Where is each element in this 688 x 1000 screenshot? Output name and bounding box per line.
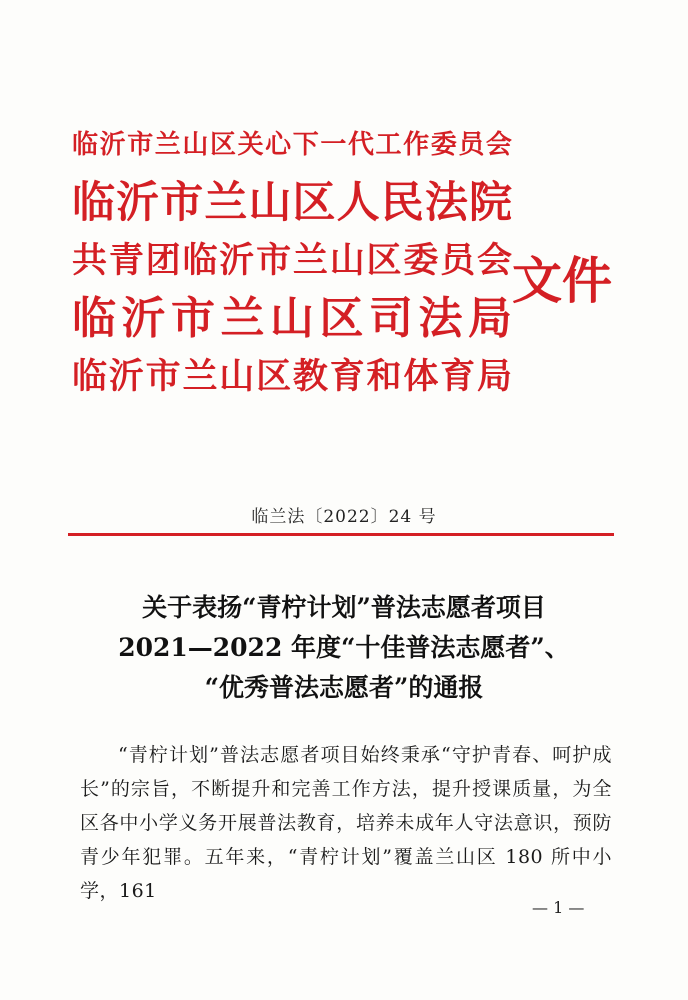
issuing-organizations xyxy=(72,116,512,406)
org-line-1: 临 沂 市 兰 山 区 关 心 下 一 代 工 作 委 员 会 xyxy=(72,130,512,160)
document-number: 临兰法〔2022〕24 号 xyxy=(251,507,437,527)
title-line-1: 关于表扬“青柠计划”普法志愿者项目 xyxy=(142,593,546,622)
title-line-3: “优秀普法志愿者”的通报 xyxy=(204,673,484,702)
document-suffix: 文件 xyxy=(512,251,612,310)
org-line-3: 共 青 团 临 沂 市 兰 山 区 委 员 会 xyxy=(72,240,512,281)
org-line-4: 临 沂 市 兰 山 区 司 法 局 xyxy=(72,293,512,344)
page-number: — 1 — xyxy=(532,898,585,917)
red-divider xyxy=(68,533,614,536)
org-line-5: 临 沂 市 兰 山 区 教 育 和 体 育 局 xyxy=(72,356,512,397)
body-paragraph: “青柠计划”普法志愿者项目始终秉承“守护青春、呵护成长”的宗旨，不断提升和完善工作方法，提升授课质量，为全区各中小学义务开展普法教育，培养未成年人守法意识，预防青少年犯罪。五年来，“青柠计划”覆盖兰山区 180 所中小学，161 xyxy=(80,744,612,902)
document-title xyxy=(80,588,608,708)
org-line-2: 临 沂 市 兰 山 区 人 民 法 院 xyxy=(72,178,512,228)
title-line-2: 2021—2022 年度“十佳普法志愿者”、 xyxy=(118,633,570,662)
